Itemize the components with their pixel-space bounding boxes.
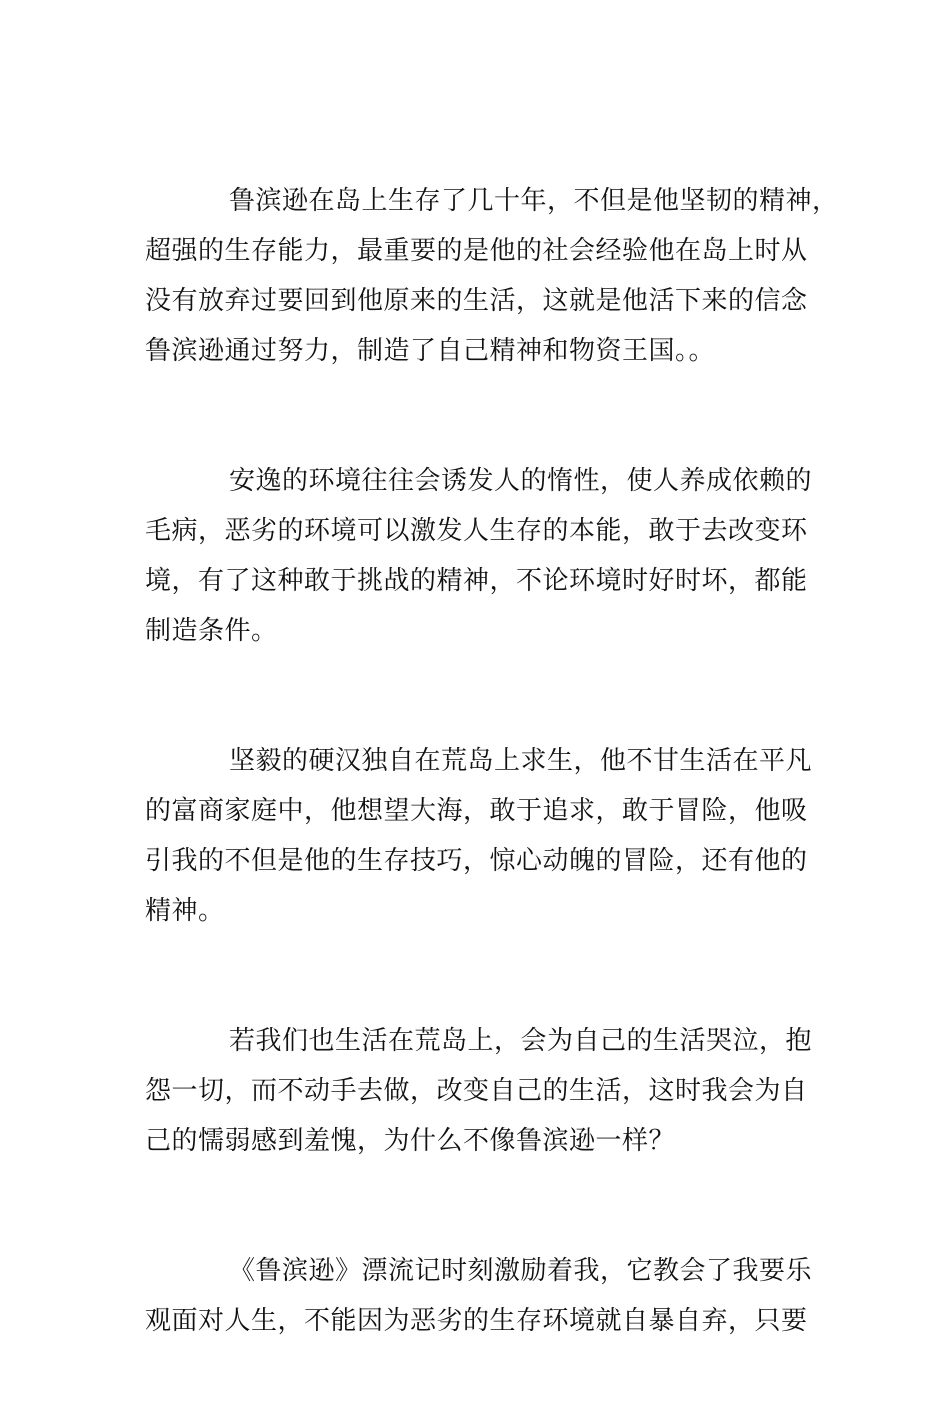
- document-body: [145, 176, 839, 1426]
- paragraph-line: 鲁滨逊在岛上生存了几十年，不但是他坚韧的精神，: [229, 186, 839, 216]
- paragraph-line: 鲁滨逊通过努力，制造了自己精神和物资王国。。: [145, 336, 716, 366]
- paragraph-line: 观面对人生，不能因为恶劣的生存环境就自暴自弃，只要: [145, 1306, 808, 1336]
- paragraph-line: 己的懦弱感到羞愧，为什么不像鲁滨逊一样？: [145, 1126, 676, 1156]
- paragraph-line: 坚毅的硬汉独自在荒岛上求生，他不甘生活在平凡: [229, 746, 813, 776]
- paragraph-5: [145, 1246, 813, 1346]
- paragraph-3: [145, 736, 813, 936]
- paragraph-line: 怨一切，而不动手去做，改变自己的生活，这时我会为自: [145, 1076, 808, 1106]
- paragraph-line: 引我的不但是他的生存技巧，惊心动魄的冒险，还有他的: [145, 846, 808, 876]
- paragraph-line: 境，有了这种敢于挑战的精神，不论环境时好时坏，都能: [145, 566, 808, 596]
- paragraph-line: 《鲁滨逊》漂流记时刻激励着我，它教会了我要乐: [229, 1256, 813, 1286]
- paragraph-line: 的富商家庭中，他想望大海，敢于追求，敢于冒险，他吸: [145, 796, 808, 826]
- paragraph-line: 若我们也生活在荒岛上，会为自己的生活哭泣，抱: [229, 1026, 813, 1056]
- paragraph-2: [145, 456, 813, 656]
- paragraph-4: [145, 1016, 813, 1166]
- paragraph-line: 超强的生存能力，最重要的是他的社会经验他在岛上时从: [145, 236, 808, 266]
- paragraph-line: 毛病，恶劣的环境可以激发人生存的本能，敢于去改变环: [145, 516, 808, 546]
- paragraph-line: 精神。: [145, 896, 225, 926]
- paragraph-1: [145, 176, 839, 376]
- paragraph-line: 没有放弃过要回到他原来的生活，这就是他活下来的信念: [145, 286, 808, 316]
- paragraph-line: 安逸的环境往往会诱发人的惰性，使人养成依赖的: [229, 466, 813, 496]
- paragraph-line: 制造条件。: [145, 616, 278, 646]
